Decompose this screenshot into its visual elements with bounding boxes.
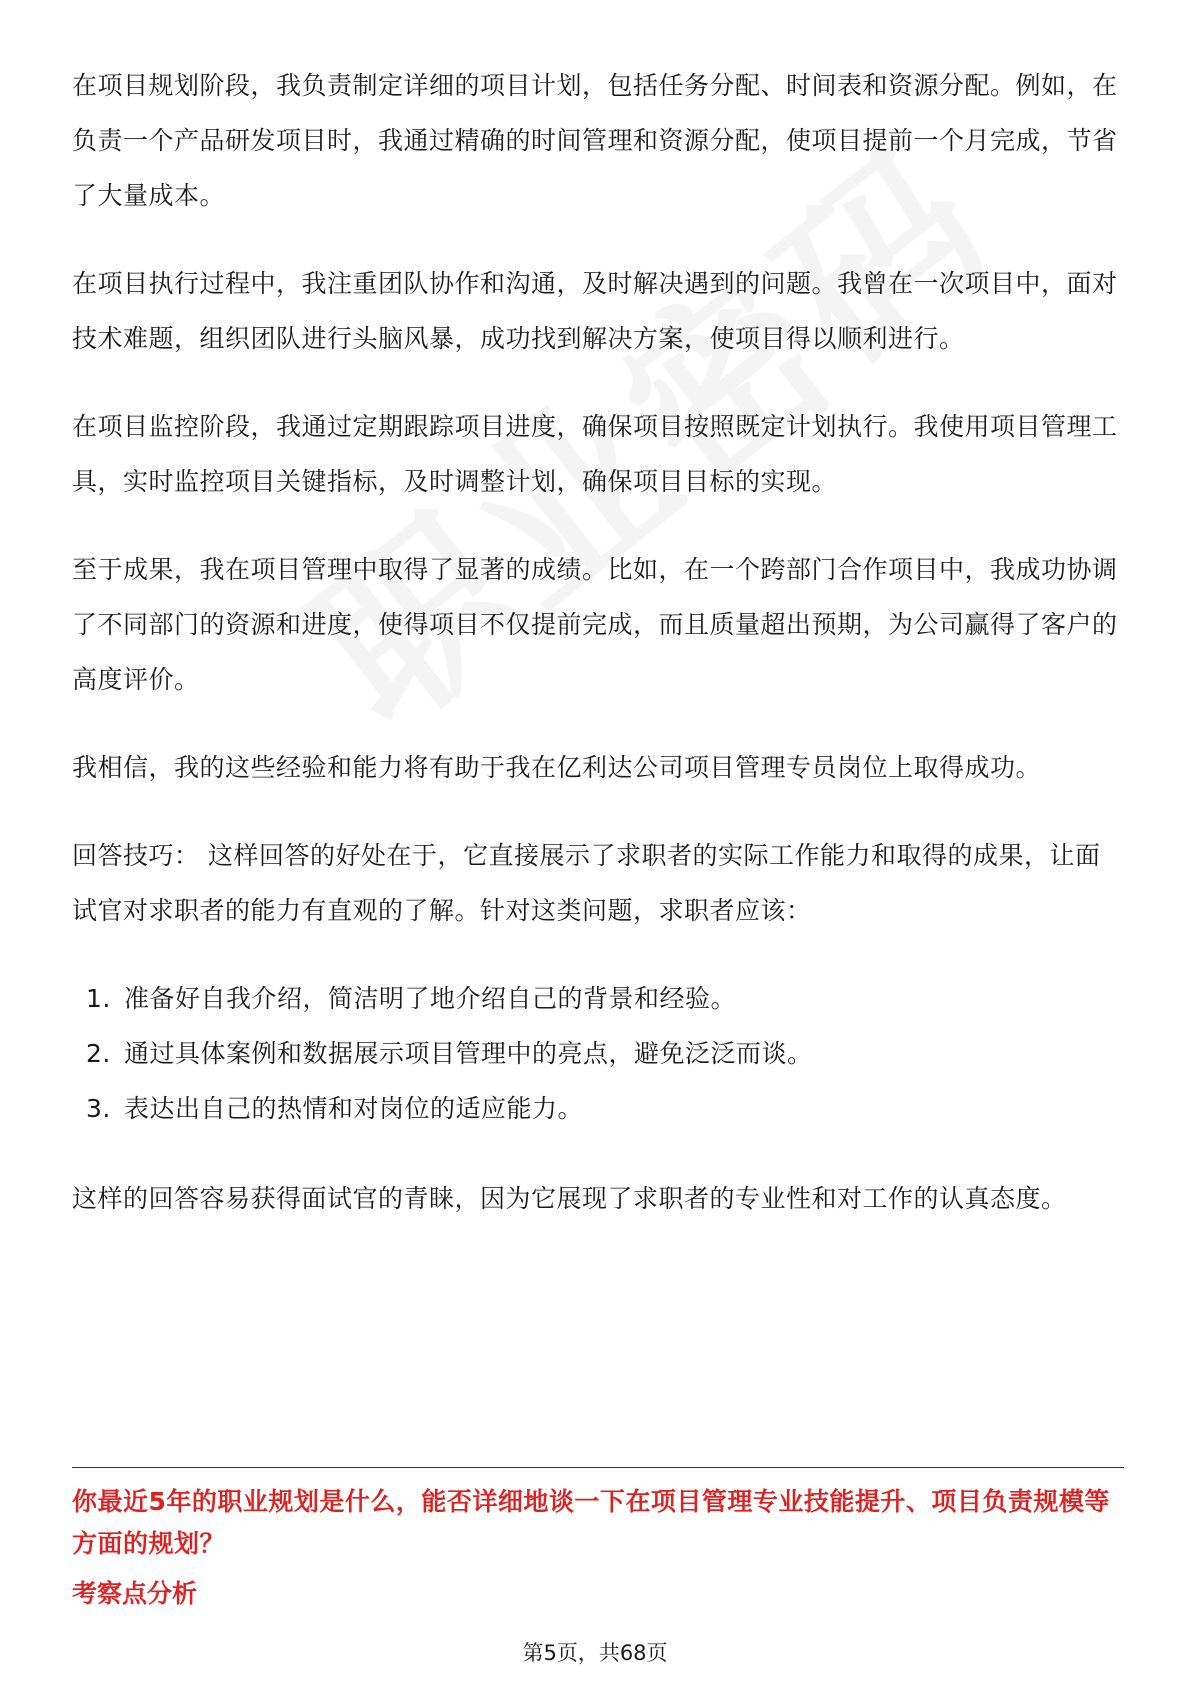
list-item-number: 2. (86, 1039, 111, 1068)
paragraph-answer-tips: 回答技巧： 这样回答的好处在于，它直接展示了求职者的实际工作能力和取得的成果，让面试官对求职者的能力有直观的了解。针对这类问题，求职者应该： (72, 841, 1101, 925)
paragraph-execution: 在项目执行过程中，我注重团队协作和沟通，及时解决遇到的问题。我曾在一次项目中，面对技术难题，组织团队进行头脑风暴，成功找到解决方案，使项目得以顺利进行。 (72, 269, 1118, 353)
list-item-text: 准备好自我介绍，简洁明了地介绍自己的背景和经验。 (124, 984, 737, 1013)
list-item (72, 1081, 1124, 1136)
list-item-number: 1. (86, 984, 111, 1013)
list-item-text: 表达出自己的热情和对岗位的适应能力。 (124, 1094, 584, 1123)
section-label: 考察点分析 (72, 1579, 198, 1608)
paragraph-planning: 在项目规划阶段，我负责制定详细的项目计划，包括任务分配、时间表和资源分配。例如，在负责一个产品研发项目时，我通过精确的时间管理和资源分配，使项目提前一个月完成，节省了大量成本。 (72, 71, 1118, 210)
document-body (72, 58, 1124, 1259)
next-question-heading: 你最近5年的职业规划是什么，能否详细地谈一下在项目管理专业技能提升、项目负责规模等方面的规划？ (72, 1487, 1110, 1558)
section-divider (72, 1467, 1124, 1468)
tips-list (72, 971, 1124, 1136)
page-footer: 第5页，共68页 (522, 1641, 668, 1665)
list-item (72, 971, 1124, 1026)
paragraph-belief: 我相信，我的这些经验和能力将有助于我在亿利达公司项目管理专员岗位上取得成功。 (72, 753, 1042, 782)
list-item-text: 通过具体案例和数据展示项目管理中的亮点，避免泛泛而谈。 (124, 1039, 813, 1068)
list-item-number: 3. (86, 1094, 111, 1123)
paragraph-results: 至于成果，我在项目管理中取得了显著的成绩。比如，在一个跨部门合作项目中，我成功协调了不同部门的资源和进度，使得项目不仅提前完成，而且质量超出预期，为公司赢得了客户的高度评价。 (72, 555, 1118, 694)
list-item (72, 1026, 1124, 1081)
paragraph-closing: 这样的回答容易获得面试官的青睐，因为它展现了求职者的专业性和对工作的认真态度。 (72, 1184, 1067, 1213)
paragraph-monitoring: 在项目监控阶段，我通过定期跟踪项目进度，确保项目按照既定计划执行。我使用项目管理工具，实时监控项目关键指标，及时调整计划，确保项目目标的实现。 (72, 412, 1118, 496)
